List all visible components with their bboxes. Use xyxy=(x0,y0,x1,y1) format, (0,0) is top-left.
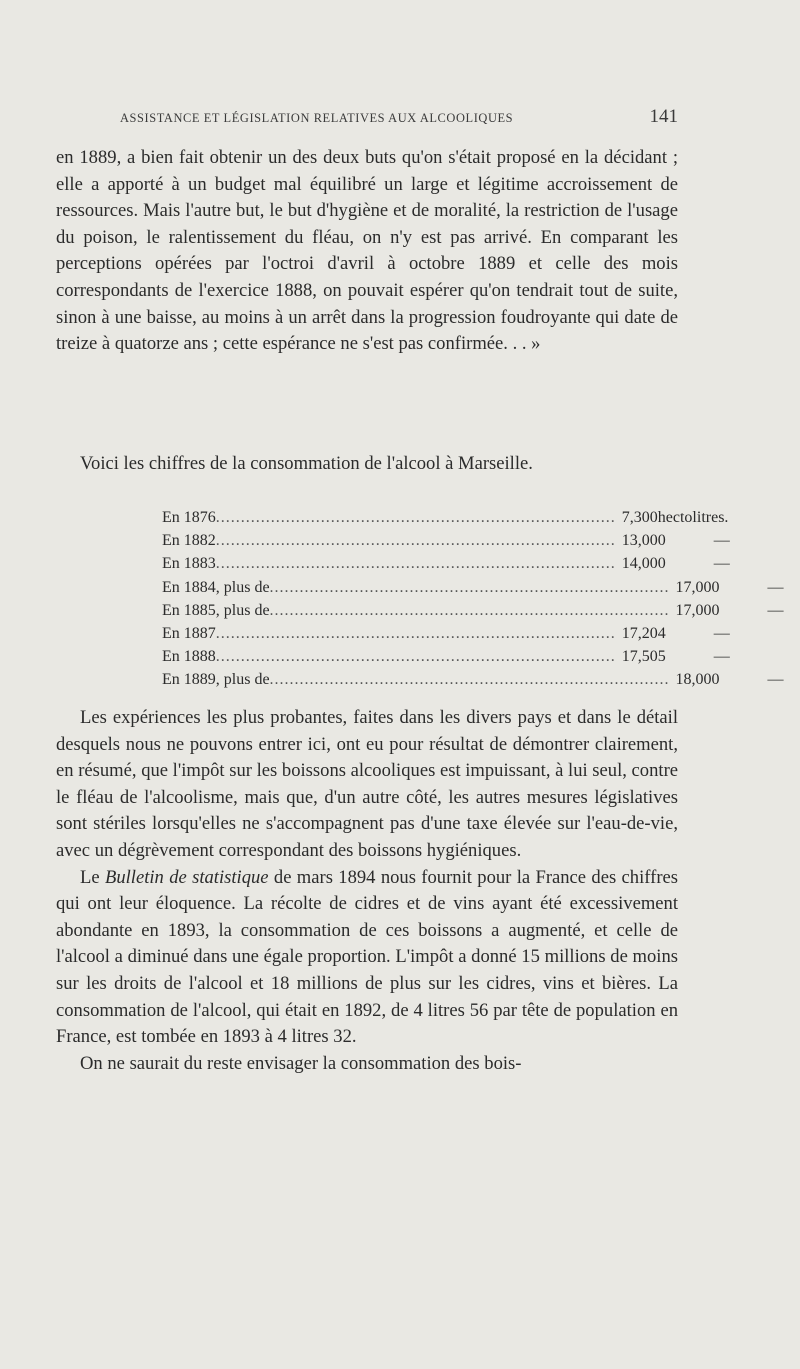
table-row xyxy=(162,599,784,622)
table-row xyxy=(162,645,730,668)
page-number: 141 xyxy=(649,106,678,127)
table-row xyxy=(162,668,784,691)
paragraph-2: Voici les chiffres de la consommation de l'alcool à Marseille. xyxy=(80,453,533,474)
running-title: ASSISTANCE ET LÉGISLATION RELATIVES AUX ALCOOLIQUES xyxy=(120,111,514,125)
leader-dots: ................................................................................ xyxy=(269,671,670,689)
row-value: 17,000 xyxy=(675,578,720,596)
row-unit: — xyxy=(713,555,730,573)
leader-dots: ................................................................................ xyxy=(269,578,670,596)
leader-dots: ................................................................................ xyxy=(215,624,616,642)
row-value: 13,000 xyxy=(621,532,666,550)
row-unit: — xyxy=(713,648,730,666)
bulletin-title: Bulletin de statistique xyxy=(104,866,269,888)
body-text-intro-table xyxy=(56,451,678,478)
row-value: 17,000 xyxy=(675,601,720,619)
table-row xyxy=(162,622,730,645)
row-label: En 1884, plus de xyxy=(162,578,270,596)
paragraph-1: en 1889, a bien fait obtenir un des deux buts qu'on s'était proposé en la décidant ; elle a apporté à un budget mal équilibré un large et légitime accroissement de ressources. Mais l'autre but, le but d'hygiène et de moralité, la restriction de l'usage du poison, le ralentissement du fléau, on n'y est pas arrivé. En comparant les perceptions opérées par l'octroi d'avril à octobre 1889 et celle des mois correspondants de l'exercice 1888, on pouvait espérer qu'on tendrait tout de suite, sinon à une baisse, au moins à un arrêt dans la progression foudroyante qui date de treize à quatorze ans ; cette espérance ne s'est pas confirmée. . . » xyxy=(56,147,678,355)
row-unit: — xyxy=(767,601,784,619)
body-text-bottom xyxy=(56,705,678,1077)
leader-dots: ................................................................................ xyxy=(215,532,616,550)
row-value: 14,000 xyxy=(621,555,666,573)
paragraph-4 xyxy=(56,865,678,1051)
row-label: En 1889, plus de xyxy=(162,671,270,689)
row-label: En 1887 xyxy=(162,624,216,642)
body-text-top xyxy=(56,145,678,358)
row-value: 17,505 xyxy=(621,648,666,666)
row-value: 18,000 xyxy=(675,671,720,689)
leader-dots: ................................................................................ xyxy=(269,601,670,619)
consumption-table xyxy=(162,506,784,692)
leader-dots: ................................................................................ xyxy=(215,555,616,573)
row-unit: — xyxy=(713,532,730,550)
row-value: 7,300 xyxy=(621,509,658,526)
row-label: En 1883 xyxy=(162,555,216,573)
paragraph-5: On ne saurait du reste envisager la consommation des bois- xyxy=(80,1052,522,1074)
row-label: En 1876 xyxy=(162,509,216,526)
row-label: En 1888 xyxy=(162,648,216,666)
row-value: 17,204 xyxy=(621,624,666,642)
table-row xyxy=(162,506,729,529)
row-unit: hectolitres. xyxy=(657,509,729,526)
leader-dots: ................................................................................ xyxy=(215,648,616,666)
paragraph-4-body: de mars 1894 nous fournit pour la France des chiffres qui ont leur éloquence. La récolte de cidres et de vins ayant été excessivement abondante en 1893, la consommation de ces boissons a augmenté, et celle de l'alcool a diminué dans une égale proportion. L'impôt a donné 15 millions de moins sur les droits de l'alcool et 18 millions de plus sur les cidres, vins et bières. La consommation de l'alcool, qui était en 1892, de 4 litres 56 par tête de population en France, est tombée en 1893 à 4 litres 32. xyxy=(56,866,678,1048)
table-row xyxy=(162,529,730,552)
row-unit: — xyxy=(767,578,784,596)
row-unit: — xyxy=(767,671,784,689)
row-label: En 1882 xyxy=(162,532,216,550)
row-unit: — xyxy=(713,624,730,642)
page-header xyxy=(120,106,678,128)
paragraph-4-lead: Le xyxy=(80,866,105,888)
table-row xyxy=(162,552,730,575)
table-row xyxy=(162,576,784,599)
row-label: En 1885, plus de xyxy=(162,601,270,619)
leader-dots: ................................................................................ xyxy=(215,509,616,526)
paragraph-3: Les expériences les plus probantes, faites dans les divers pays et dans le détail desquels nous ne pouvons entrer ici, ont eu pour résultat de démontrer clairement, en résumé, que l'impôt sur les boissons alcooliques est impuissant, à lui seul, contre le fléau de l'alcoolisme, mais que, d'un autre côté, les autres mesures législatives sont stériles lorsqu'elles ne s'accompagnent pas d'une taxe élevée sur l'eau-de-vie, avec un dégrèvement correspondant des boissons hygiéniques. xyxy=(56,707,679,861)
